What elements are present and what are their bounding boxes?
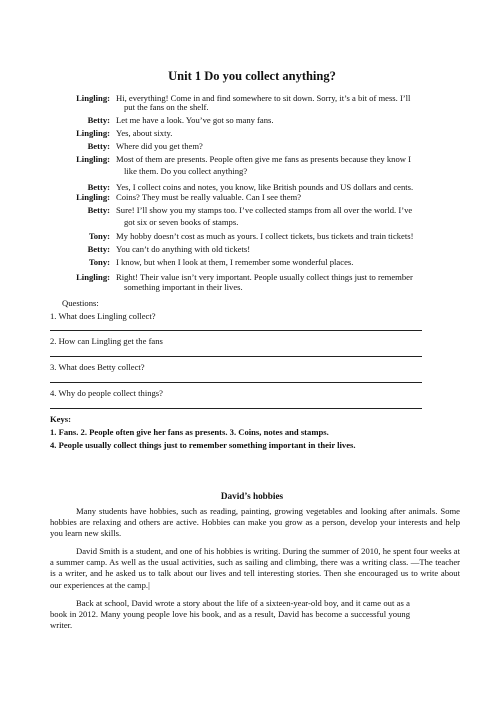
passage-title: David’s hobbies — [220, 491, 284, 501]
dialogue-line-cont: got six or seven books of stamps. — [124, 217, 239, 227]
speaker-label: Lingling: — [76, 154, 110, 164]
keys-answer: 1. Fans. 2. People often give her fans as presents. 3. Coins, notes and stamps. — [50, 427, 329, 437]
dialogue-line: Right! Their value isn’t very important. People usually collect things just to remember — [116, 272, 413, 282]
passage-paragraph: Many students have hobbies, such as reading, painting, growing vegetables and looking after animals. Some hobbies are relaxing and others are active. Hobbies can make you grow as a person, develop your interests and help you learn new skills. — [50, 506, 460, 539]
dialogue-line: Where did you get them? — [116, 141, 203, 151]
dialogue-line: You can’t do anything with old tickets! — [116, 244, 251, 254]
dialogue-line: Coins? They must be really valuable. Can I see them? — [116, 192, 302, 202]
speaker-label: Lingling: — [76, 93, 110, 103]
speaker-label: Tony: — [88, 257, 110, 267]
page-title: Unit 1 Do you collect anything? — [168, 69, 336, 83]
speaker-label: Betty: — [87, 244, 110, 254]
questions-label: Questions: — [62, 298, 99, 308]
dialogue-line: Let me have a look. You’ve got so many fans. — [116, 115, 274, 125]
dialogue-line: Yes, about sixty. — [116, 128, 173, 138]
answer-line — [50, 408, 422, 409]
dialogue-line: My hobby doesn’t cost as much as yours. I collect tickets, bus tickets and train tickets! — [116, 231, 414, 241]
dialogue-line: Most of them are presents. People often give me fans as presents because they know I — [116, 154, 411, 164]
speaker-label: Lingling: — [76, 272, 110, 282]
speaker-label: Betty: — [87, 115, 110, 125]
passage-paragraph: David Smith is a student, and one of his hobbies is writing. During the summer of 2010, he spent four weeks at a summer camp. As well as the usual activities, such as sailing and climbing, there was a writing class. —The teacher is a writer, and he asked us to talk about our lives and tell interesting stories. Then she encouraged us to write about our experiences at the camp.| — [50, 546, 460, 590]
dialogue-line: Hi, everything! Come in and find somewhere to sit down. Sorry, it’s a bit of mess. I’ll — [116, 93, 411, 103]
question-item: 2. How can Lingling get the fans — [50, 336, 163, 346]
speaker-label: Lingling: — [76, 128, 110, 138]
answer-line — [50, 330, 422, 331]
speaker-label: Betty: — [87, 182, 110, 192]
speaker-label: Betty: — [87, 141, 110, 151]
passage-paragraph: Back at school, David wrote a story about the life of a sixteen-year-old boy, and it came out as a book in 2012. Many young people love his book, and as a result, David has become a successful young writer. — [50, 598, 410, 631]
dialogue-line-cont: like them. Do you collect anything? — [124, 166, 248, 176]
answer-line — [50, 382, 422, 383]
dialogue-line: Yes, I collect coins and notes, you know, like British pounds and US dollars and cents. — [116, 182, 414, 192]
dialogue-line-cont: something important in their lives. — [124, 282, 243, 292]
question-item: 4. Why do people collect things? — [50, 388, 163, 398]
dialogue-line: I know, but when I look at them, I remember some wonderful places. — [116, 257, 354, 267]
keys-answer: 4. People usually collect things just to remember something important in their lives. — [50, 440, 356, 450]
speaker-label: Lingling: — [76, 192, 110, 202]
question-item: 3. What does Betty collect? — [50, 362, 145, 372]
speaker-label: Tony: — [88, 231, 110, 241]
answer-line — [50, 356, 422, 357]
speaker-label: Betty: — [87, 205, 110, 215]
question-item: 1. What does Lingling collect? — [50, 311, 156, 321]
dialogue-line-cont: put the fans on the shelf. — [124, 102, 209, 112]
dialogue-line: Sure! I’ll show you my stamps too. I’ve collected stamps from all over the world. I’ve — [116, 205, 413, 215]
keys-label: Keys: — [50, 414, 72, 424]
